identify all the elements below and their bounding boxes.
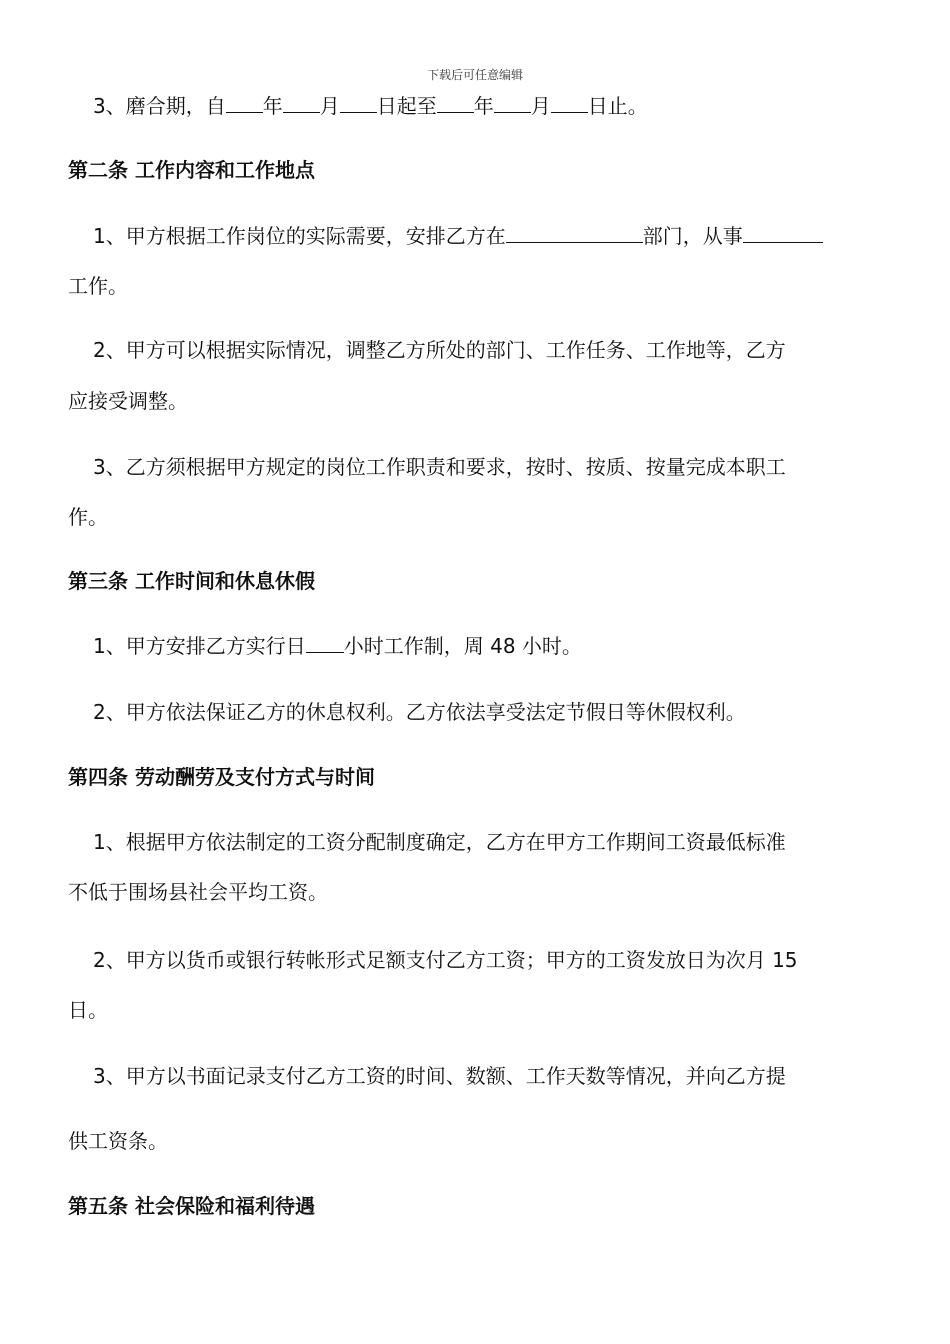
s4-item1-line1: 1、根据甲方依法制定的工资分配制度确定，乙方在甲方工作期间工资最低标准 [93,830,786,854]
trial-period-line [93,94,648,118]
text: 年 [473,94,494,118]
blank-field[interactable] [437,94,474,113]
department-blank[interactable] [506,224,643,243]
blank-field[interactable] [283,94,320,113]
s2-item2-line1: 2、甲方可以根据实际情况，调整乙方所处的部门、工作任务、工作地等，乙方 [93,338,786,362]
hours-blank[interactable] [306,634,344,653]
s4-item1-line2: 不低于围场县社会平均工资。 [68,880,328,904]
s2-item2-line2: 应接受调整。 [68,389,188,413]
section-4-title: 第四条 劳动酬劳及支付方式与时间 [68,765,375,789]
text: 部门，从事 [642,224,743,248]
blank-field[interactable] [340,94,377,113]
section-3-title: 第三条 工作时间和休息休假 [68,569,315,593]
job-blank[interactable] [743,224,823,243]
s4-item3-line2: 供工资条。 [68,1129,168,1153]
s4-item3-line1: 3、甲方以书面记录支付乙方工资的时间、数额、工作天数等情况，并向乙方提 [93,1064,786,1088]
s2-item1-line2: 工作。 [68,274,128,298]
s3-item2: 2、甲方依法保证乙方的休息权利。乙方依法享受法定节假日等休假权利。 [93,700,746,724]
text: 1、甲方安排乙方实行日 [93,634,306,658]
text: 日止。 [587,94,648,118]
text: 3、磨合期，自 [93,94,226,118]
s3-item1 [93,634,582,658]
blank-field[interactable] [226,94,263,113]
s2-item1-line1 [93,224,823,248]
s2-item3-line2: 作。 [68,505,108,529]
blank-field[interactable] [551,94,588,113]
s4-item2-line1: 2、甲方以货币或银行转帐形式足额支付乙方工资；甲方的工资发放日为次月 15 [93,948,798,972]
blank-field[interactable] [494,94,531,113]
text: 月 [530,94,551,118]
text: 年 [262,94,283,118]
section-5-title: 第五条 社会保险和福利待遇 [68,1194,315,1218]
section-2-title: 第二条 工作内容和工作地点 [68,158,315,182]
text: 1、甲方根据工作岗位的实际需要，安排乙方在 [93,224,506,248]
text: 月 [319,94,340,118]
s4-item2-line2: 日。 [68,998,108,1022]
text: 小时工作制，周 48 小时。 [343,634,582,658]
s2-item3-line1: 3、乙方须根据甲方规定的岗位工作职责和要求，按时、按质、按量完成本职工 [93,455,786,479]
text: 日起至 [376,94,437,118]
page-header: 下载后可任意编辑 [426,68,523,82]
